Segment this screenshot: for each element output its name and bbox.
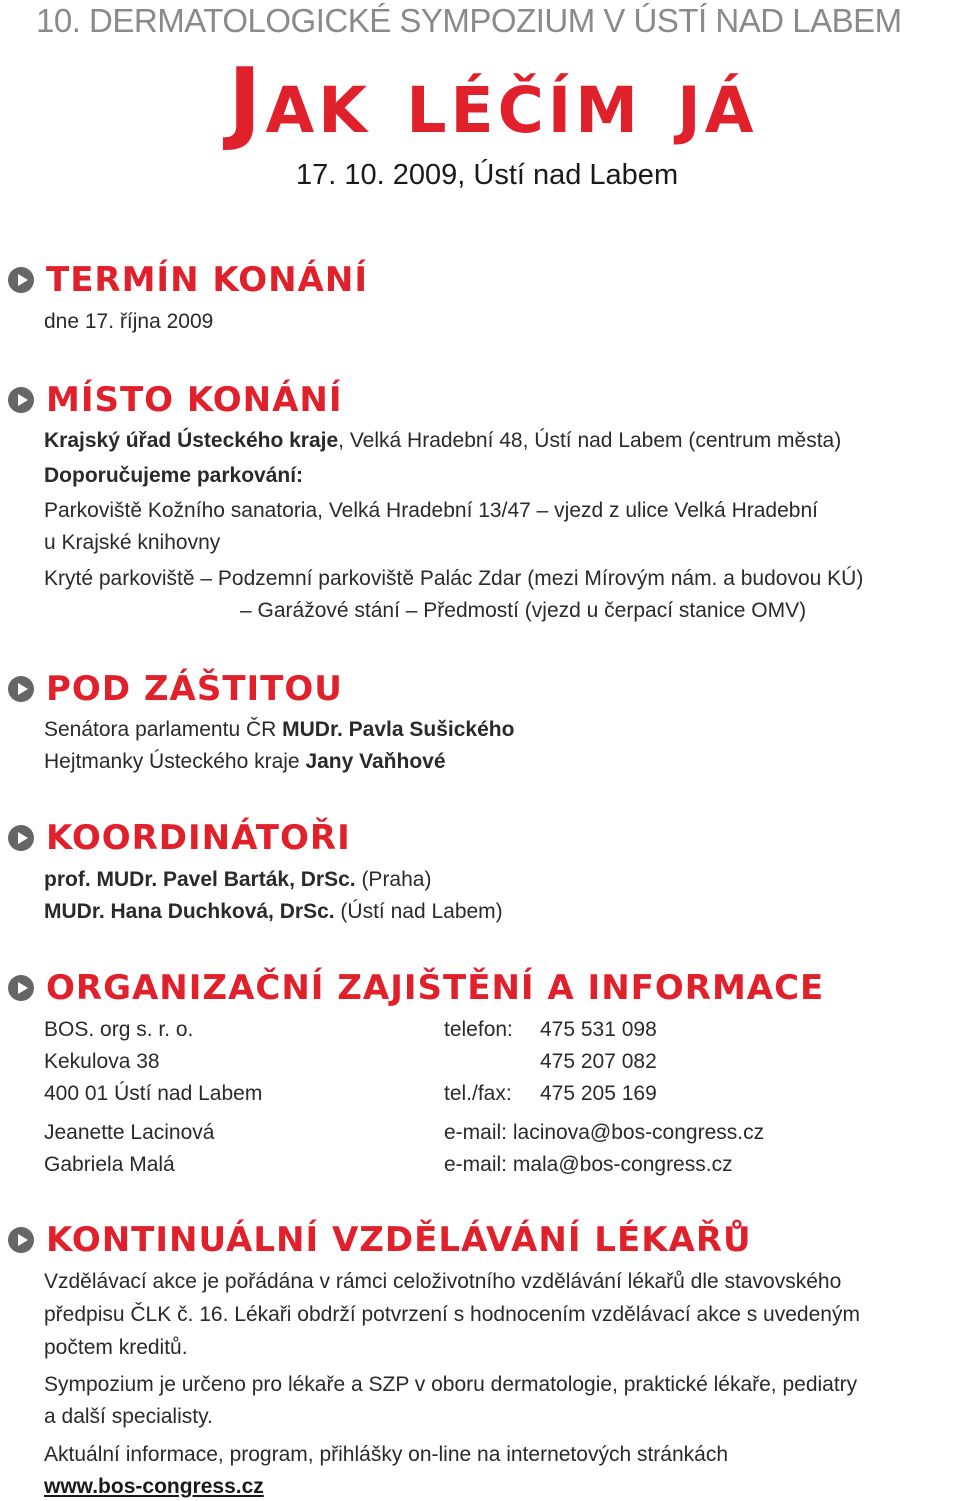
play-arrow-icon [8,387,34,413]
fax-number: 475 205 169 [540,1082,657,1105]
play-arrow-icon [8,825,34,851]
section-title: MÍSTO KONÁNÍ [46,380,343,420]
parking-1-line-1: Parkoviště Kožního sanatoria, Velká Hradební 13/47 – vjezd z ulice Velká Hradební [44,499,818,522]
section-header-zastita [8,669,343,709]
org-company: BOS. org s. r. o. [44,1018,194,1041]
website-link[interactable] [44,1473,264,1501]
termin-text: dne 17. října 2009 [44,310,214,333]
coordinator-1 [44,866,431,894]
contact-1-email[interactable]: e-mail: lacinova@bos-congress.cz [444,1121,765,1144]
section-header-organizace [8,968,824,1008]
phone-label: telefon: [444,1018,513,1041]
parking-2-line-2: – Garážové stání – Předmostí (vjezd u čerpací stanice OMV) [240,599,807,622]
phone-2: 475 207 082 [540,1050,657,1073]
education-p1-line-3: počtem kreditů. [44,1336,188,1359]
parking-1-line-2: u Krajské knihovny [44,531,221,554]
education-p3-line-1: Aktuální informace, program, přihlášky on-line na internetových stránkách [44,1443,728,1466]
coordinator-name: prof. MUDr. Pavel Barták, DrSc. [44,868,356,891]
education-p1-line-1: Vzdělávací akce je pořádána v rámci celoživotního vzdělávání lékařů dle stavovského [44,1270,842,1293]
education-p2-line-2: a další specialisty. [44,1405,213,1428]
section-title: ORGANIZAČNÍ ZAJIŠTĚNÍ A INFORMACE [46,968,825,1008]
coordinator-2 [44,898,503,926]
patron-name: Jany Vaňhové [305,750,446,773]
venue-line [44,427,841,455]
education-p1-line-2: předpisu ČLK č. 16. Lékaři obdrží potvrzení s hodnocením vzdělávací akce s uvedeným [44,1303,860,1326]
symposium-title: 10. DERMATOLOGICKÉ SYMPOZIUM V ÚSTÍ NAD LABEM [36,2,902,39]
section-title: KONTINUÁLNÍ VZDĚLÁVÁNÍ LÉKAŘŮ [46,1220,752,1260]
website-url[interactable]: www.bos-congress.cz [44,1475,264,1498]
play-arrow-icon [8,1227,34,1253]
coordinator-city: (Praha) [355,868,432,891]
section-title: POD ZÁŠTITOU [46,669,343,709]
venue-name: Krajský úřad Ústeckého kraje [44,429,339,452]
org-city: 400 01 Ústí nad Labem [44,1082,263,1105]
section-header-termin [8,260,368,300]
patron-governor [44,748,446,776]
section-title: TERMÍN KONÁNÍ [46,260,368,300]
section-header-misto [8,380,343,420]
education-p2-line-1: Sympozium je určeno pro lékaře a SZP v oboru dermatologie, praktické lékaře, pediatry [44,1373,858,1396]
coordinator-city: (Ústí nad Labem) [334,900,503,923]
play-arrow-icon [8,676,34,702]
patron-role: Senátora parlamentu ČR [44,718,283,741]
play-arrow-icon [8,975,34,1001]
phone-1: 475 531 098 [540,1018,657,1041]
section-title: KOORDINÁTOŘI [46,818,351,858]
parking-2-line-1: Kryté parkoviště – Podzemní parkoviště Palác Zdar (mezi Mírovým nám. a budovou KÚ) [44,567,864,590]
org-street: Kekulova 38 [44,1050,160,1073]
patron-name: MUDr. Pavla Sušického [282,718,515,741]
play-arrow-icon [8,267,34,293]
contact-2-name: Gabriela Malá [44,1153,175,1176]
contact-2-email[interactable]: e-mail: mala@bos-congress.cz [444,1153,733,1176]
fax-label: tel./fax: [444,1082,512,1105]
parking-heading: Doporučujeme parkování: [44,464,304,487]
section-header-koordinatori [8,818,351,858]
section-header-vzdelavani [8,1220,752,1260]
event-date-place: 17. 10. 2009, Ústí nad Labem [296,159,679,191]
main-title: Jak léčím já [228,49,758,154]
patron-role: Hejtmanky Ústeckého kraje [44,750,306,773]
contact-1-name: Jeanette Lacinová [44,1121,215,1144]
patron-senator [44,716,514,744]
coordinator-name: MUDr. Hana Duchková, DrSc. [44,900,335,923]
venue-address: , Velká Hradební 48, Ústí nad Labem (centrum města) [338,429,842,452]
